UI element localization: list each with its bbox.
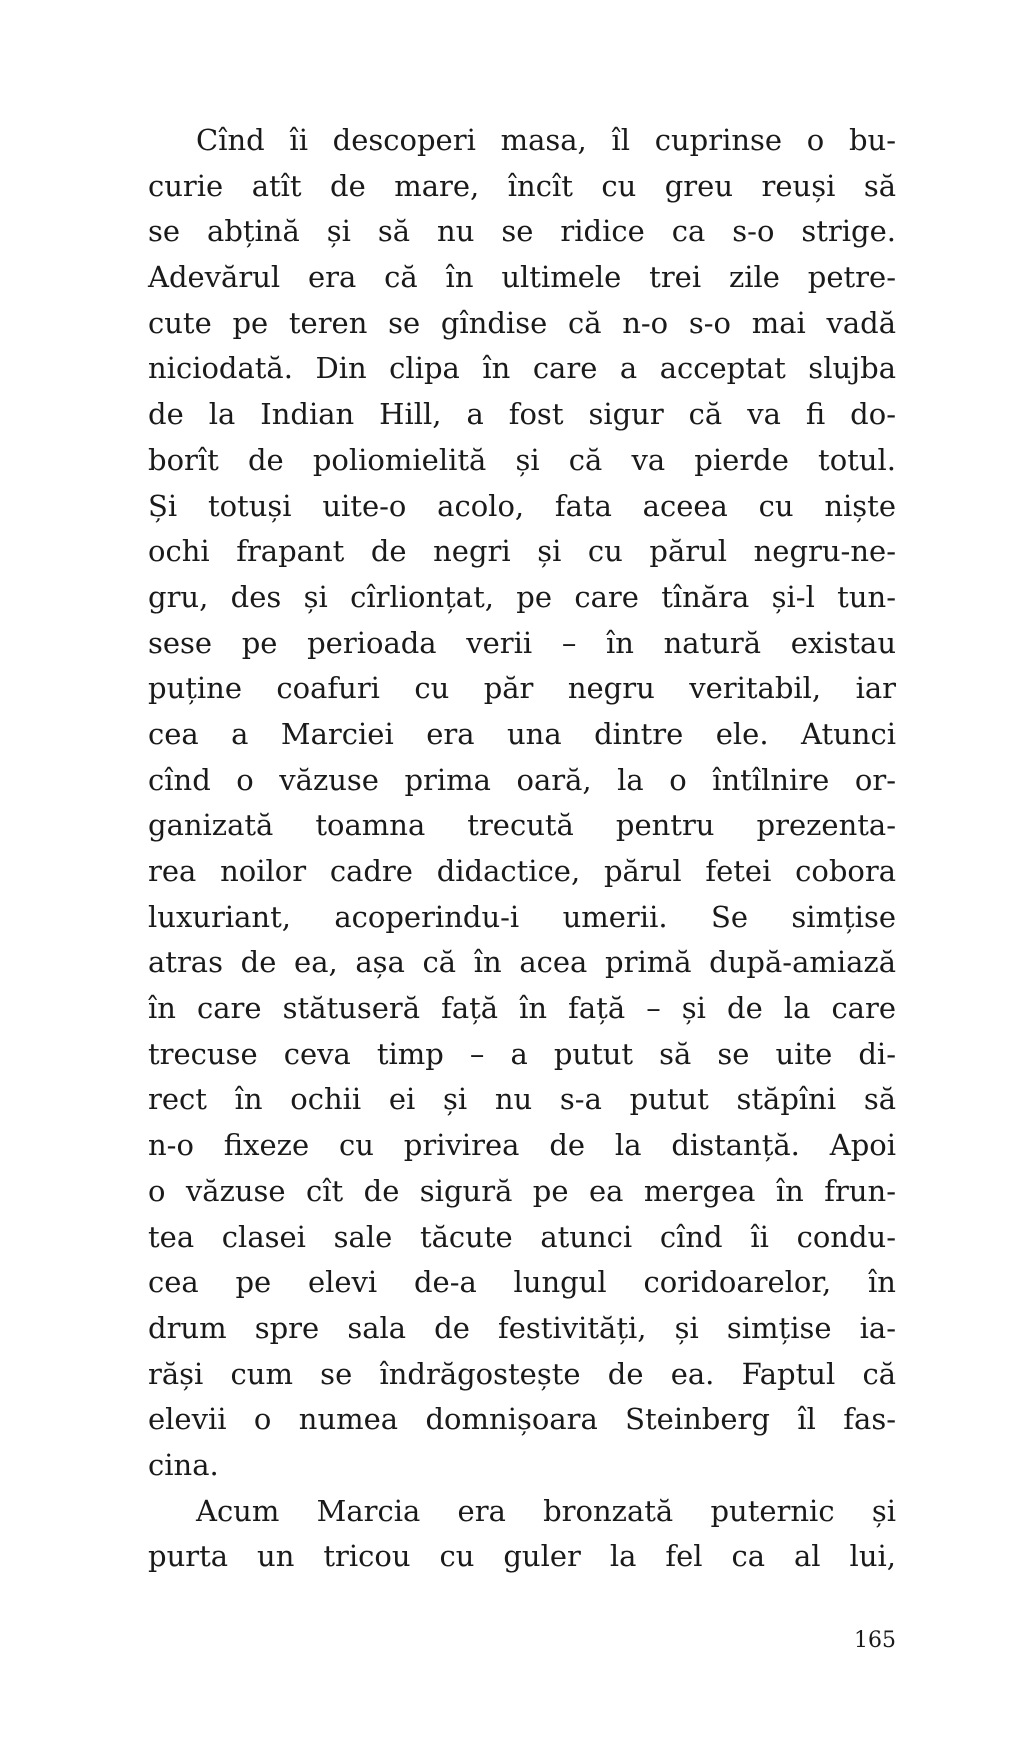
text-line: Cînd îi descoperi masa, îl cuprinse o bu- [196,123,896,157]
text-line: Adevărul era că în ultimele trei zile petre- [148,260,896,295]
text-line: rect în ochii ei și nu s-a putut stăpîni să [148,1082,896,1117]
paragraph-2 [148,1489,896,1580]
text-line: purta un tricou cu guler la fel ca al lui, [148,1539,896,1574]
paragraph-1 [148,118,896,1489]
text-line: luxuriant, acoperindu-i umerii. Se simțise [148,899,896,934]
text-line: elevii o numea domnișoara Steinberg îl fas- [148,1402,896,1437]
text-line: rea noilor cadre didactice, părul fetei cobora [148,854,896,888]
text-line: atras de ea, așa că în acea primă după-amiază [148,945,896,980]
text-line: drum spre sala de festivități, și simțise ia- [148,1310,896,1345]
text-line: de la Indian Hill, a fost sigur că va fi do- [148,397,896,432]
text-line: cute pe teren se gîndise că n-o s-o mai vadă [148,305,896,340]
text-line: ganizată toamna trecută pentru prezenta- [148,808,896,843]
text-line: curie atît de mare, încît cu greu reuși să [148,168,896,203]
text-line: ochi frapant de negri și cu părul negru-ne- [148,534,896,569]
text-line: borît de poliomielită și că va pierde totul. [148,442,896,477]
text-line: gru, des și cîrlionțat, pe care tînăra și-l tun- [148,579,896,614]
text-line: niciodată. Din clipa în care a acceptat slujba [148,351,896,386]
text-line: o văzuse cît de sigură pe ea mergea în frun- [148,1173,896,1208]
text-line: puține coafuri cu păr negru veritabil, iar [148,671,896,706]
text-line: Și totuși uite-o acolo, fata aceea cu niște [148,488,896,523]
text-line: cea pe elevi de-a lungul coridoarelor, în [148,1265,896,1300]
page-number: 165 [854,1628,896,1653]
text-line: în care stătuseră față în față – și de la care [148,991,896,1026]
text-line: trecuse ceva timp – a putut să se uite di- [148,1036,896,1071]
text-line: cina. [148,1447,219,1482]
text-line: se abțină și să nu se ridice ca s-o strige. [148,214,896,249]
text-line: sese pe perioada verii – în natură existau [148,625,896,660]
text-line: tea clasei sale tăcute atunci cînd îi condu- [148,1219,896,1254]
text-line: răși cum se îndrăgostește de ea. Faptul că [148,1356,896,1391]
text-line: cea a Marciei era una dintre ele. Atunci [148,716,896,751]
body-text [148,118,896,1580]
text-line: cînd o văzuse prima oară, la o întîlnire or- [148,762,896,797]
text-line: Acum Marcia era bronzată puternic și [196,1493,896,1528]
text-line: n-o fixeze cu privirea de la distanță. Apoi [148,1128,896,1163]
